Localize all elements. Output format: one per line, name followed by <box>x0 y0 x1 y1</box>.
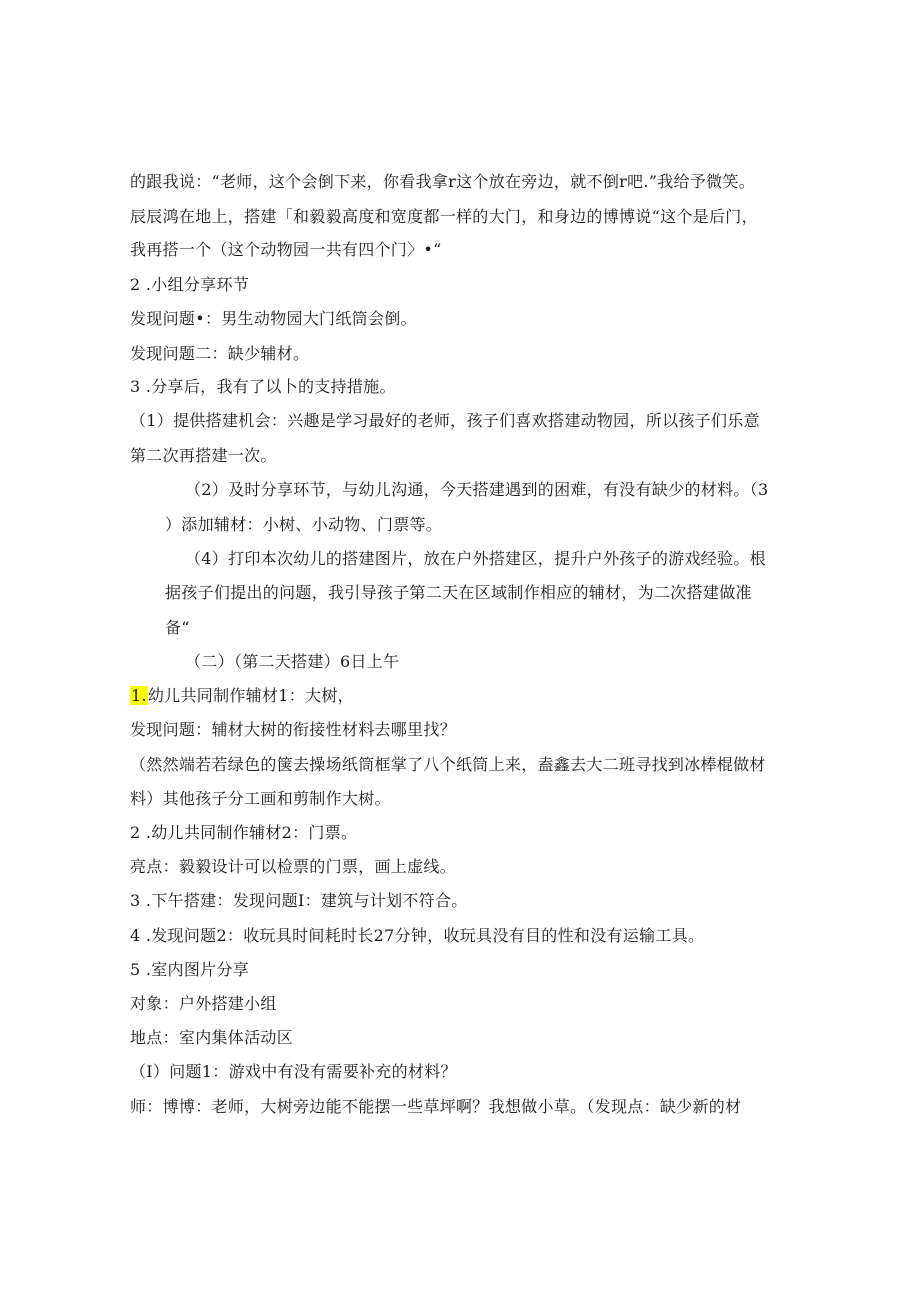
text-line: 发现问题•：男生动物园大门纸筒会倒。 <box>130 309 417 328</box>
text-line: （然然端若若绿色的箧去操场纸筒框掌了八个纸筒上来，盍鑫去大二班寻找到冰棒棍做材 <box>130 755 766 774</box>
item-text: 幼儿共同制作辅材1：大树， <box>147 686 354 705</box>
text-line: 据孩子们提出的问题，我引导孩子第二天在区域制作相应的辅材，为二次搭建做准 <box>165 583 752 602</box>
section-heading: 4 .发现问题2：收玩具时间耗时长27分钟，收玩具没有目的性和没有运输工具。 <box>130 926 705 945</box>
section-heading: 2 .幼儿共同制作辅材2：门票。 <box>130 823 358 842</box>
section-heading: （二）（第二天搭建）6日上午 <box>185 652 400 671</box>
text-line: ）添加辅材：小树、小动物、门票等。 <box>165 515 443 534</box>
section-heading: 2 .小组分享环节 <box>130 275 250 294</box>
text-line: 师：博博：老师，大树旁边能不能摆一些草坪啊？我想做小草。（发现点：缺少新的材 <box>130 1097 742 1116</box>
section-heading: 3 .下午搭建：发现问题I：建筑与计划不符合。 <box>130 891 468 910</box>
text-line: 料）其他孩子分工画和剪制作大树。 <box>130 789 391 808</box>
numbered-item <box>130 686 354 706</box>
text-line: 发现问题：辅材大树的衔接性材料去哪里找？ <box>130 720 457 739</box>
section-heading: 5 .室内图片分享 <box>130 960 250 979</box>
section-heading: 3 .分享后，我有了以卜的支持措施。 <box>130 377 396 396</box>
text-line: （1）提供搭建机会：兴趣是学习最好的老师，孩子们喜欢搭建动物园，所以孩子们乐意 <box>130 411 760 430</box>
text-line: （4）打印本次幼儿的搭建图片，放在户外搭建区，提升户外孩子的游戏经验。根 <box>185 549 766 568</box>
text-line: （2）及时分享环节，与幼儿沟通，今天搭建遇到的困难，有没有缺少的材料。（3 <box>185 480 769 499</box>
text-line: 发现问题二：缺少辅材。 <box>130 344 310 363</box>
text-line: 地点：室内集体活动区 <box>130 1028 294 1047</box>
highlighted-number: 1. <box>131 686 147 705</box>
text-line: （I）问题1：游戏中有没有需要补充的材料？ <box>130 1062 457 1081</box>
text-line: 对象：户外搭建小组 <box>130 994 277 1013</box>
text-line: 备“ <box>165 618 190 637</box>
text-line: 亮点：毅毅设计可以检票的门票，画上虚线。 <box>130 857 457 876</box>
text-line: 辰辰鸿在地上，搭建「和毅毅高度和宽度都一样的大门，和身边的博博说“这个是后门， <box>130 207 758 226</box>
text-line: 的跟我说：“老师，这个会倒下来，你看我拿r这个放在旁边，就不倒r吧.”我给予微笑。 <box>130 172 756 191</box>
text-line: 第二次再搭建一次。 <box>130 446 277 465</box>
text-line: 我再搭一个（这个动物园一共有四个门〉•“ <box>130 240 442 259</box>
